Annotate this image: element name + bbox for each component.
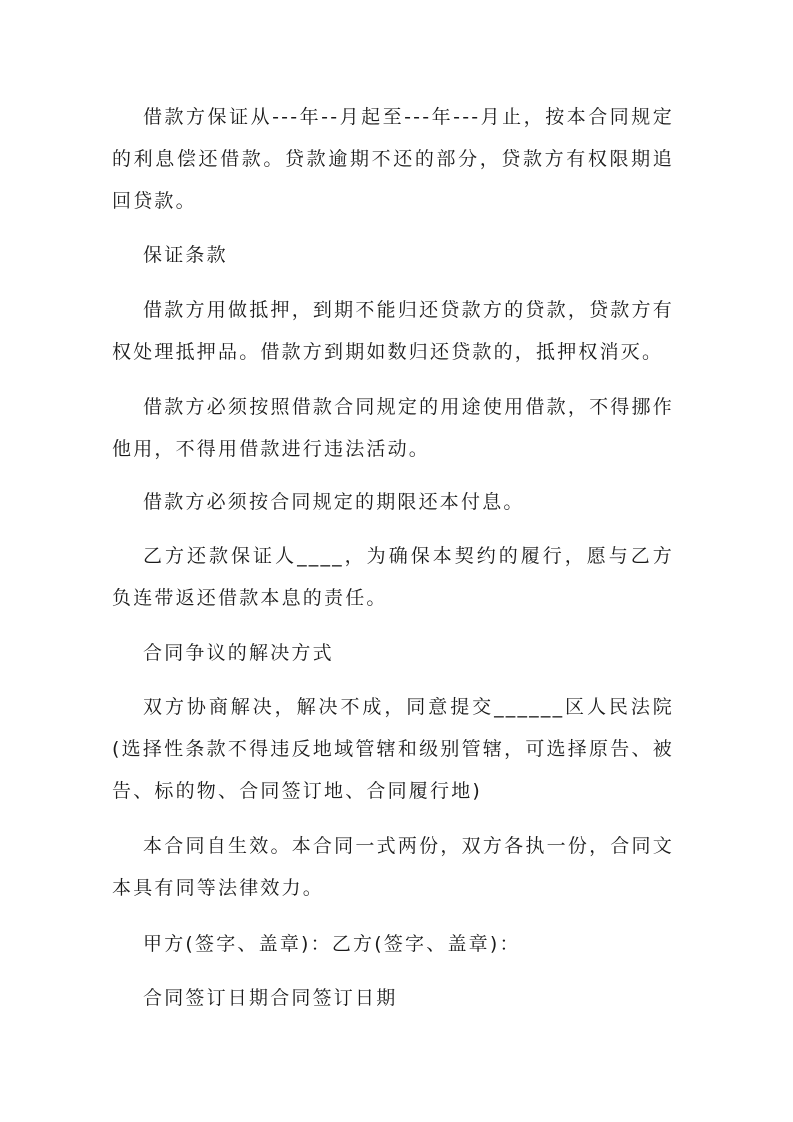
heading-guarantee-clause: 保证条款 [143,244,228,266]
paragraph-repayment-guarantee: 借款方保证从---年--月起至---年---月止，按本合同规定的利息偿还借款。贷款逾期不还的部分，贷款方有权限期追回贷款。 [112,106,674,212]
paragraph-contract-effect: 本合同自生效。本合同一式两份，双方各执一份，合同文本具有同等法律效力。 [112,835,674,899]
signature-line: 甲方(签字、盖章)：乙方(签字、盖章)： [143,933,521,955]
paragraph-repayment-term: 借款方必须按合同规定的期限还本付息。 [143,491,525,513]
signing-date-line: 合同签订日期合同签订日期 [143,987,398,1009]
paragraph-mortgage: 借款方用做抵押，到期不能归还贷款方的贷款，贷款方有权处理抵押品。借款方到期如数归还贷款的，抵押权消灭。 [112,299,674,363]
paragraph-loan-usage: 借款方必须按照借款合同规定的用途使用借款，不得挪作他用，不得用借款进行违法活动。 [112,396,674,460]
paragraph-guarantor: 乙方还款保证人____，为确保本契约的履行，愿与乙方负连带返还借款本息的责任。 [112,545,674,609]
paragraph-court-jurisdiction: 双方协商解决，解决不成，同意提交______区人民法院(选择性条款不得违反地域管辖和级别管辖，可选择原告、被告、标的物、合同签订地、合同履行地) [112,696,674,802]
heading-dispute-resolution: 合同争议的解决方式 [143,642,334,664]
